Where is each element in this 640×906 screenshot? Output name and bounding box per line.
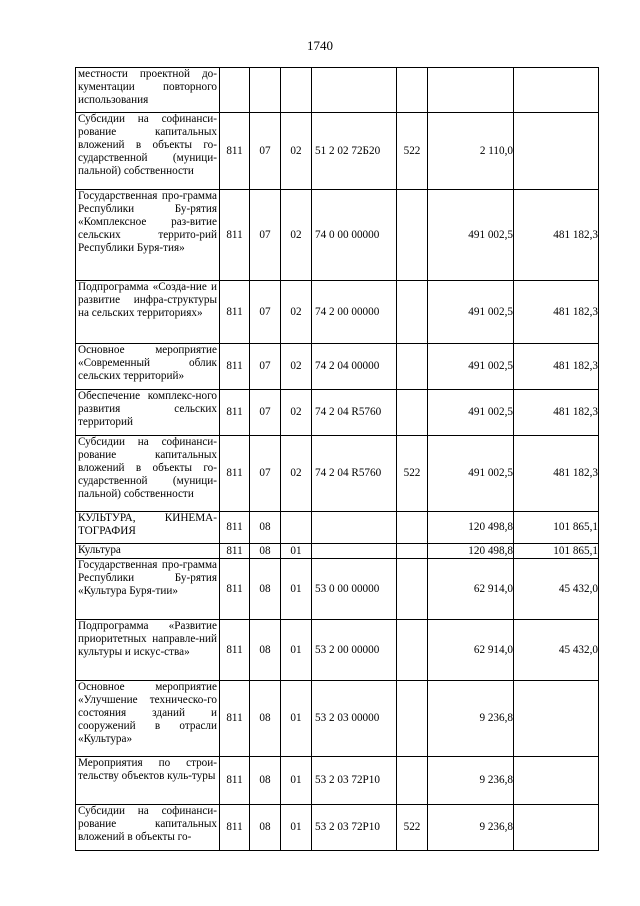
table-row	[76, 436, 599, 512]
cell-subsection: 02	[281, 436, 312, 512]
cell-section: 08	[250, 757, 281, 805]
cell-amount-2	[514, 68, 599, 113]
cell-target: 74 2 04 R5760	[312, 436, 397, 512]
table-row	[76, 281, 599, 344]
cell-amount-1: 120 498,8	[428, 512, 514, 544]
cell-amount-2: 481 182,3	[514, 344, 599, 390]
cell-amount-1: 491 002,5	[428, 344, 514, 390]
cell-section: 07	[250, 390, 281, 436]
cell-expense-type	[397, 757, 428, 805]
cell-expense-type	[397, 390, 428, 436]
row-name: Субсидии на софинанси-рование капитальных вложений в объекты го-сударственной (муници-пальной) собственности	[76, 113, 220, 190]
cell-amount-2: 101 865,1	[514, 544, 599, 559]
cell-section: 08	[250, 559, 281, 620]
cell-subsection: 01	[281, 544, 312, 559]
cell-target	[312, 512, 397, 544]
cell-amount-1: 62 914,0	[428, 559, 514, 620]
cell-ministry: 811	[220, 757, 250, 805]
table-row	[76, 344, 599, 390]
cell-target	[312, 544, 397, 559]
cell-amount-1: 491 002,5	[428, 436, 514, 512]
table-row	[76, 190, 599, 281]
cell-ministry: 811	[220, 512, 250, 544]
cell-amount-1: 491 002,5	[428, 190, 514, 281]
cell-expense-type	[397, 281, 428, 344]
cell-subsection: 01	[281, 805, 312, 851]
cell-expense-type: 522	[397, 436, 428, 512]
cell-amount-1	[428, 68, 514, 113]
cell-amount-2	[514, 113, 599, 190]
table-row	[76, 620, 599, 681]
cell-target: 53 2 03 72P10	[312, 805, 397, 851]
cell-section: 07	[250, 113, 281, 190]
page-number: 1740	[307, 38, 333, 53]
cell-subsection: 01	[281, 681, 312, 757]
cell-ministry: 811	[220, 436, 250, 512]
cell-subsection: 02	[281, 390, 312, 436]
cell-section: 08	[250, 620, 281, 681]
cell-expense-type	[397, 344, 428, 390]
cell-ministry: 811	[220, 390, 250, 436]
cell-amount-1: 9 236,8	[428, 805, 514, 851]
cell-amount-2	[514, 681, 599, 757]
cell-subsection: 02	[281, 113, 312, 190]
cell-amount-2: 45 432,0	[514, 620, 599, 681]
cell-amount-1: 2 110,0	[428, 113, 514, 190]
cell-subsection: 02	[281, 281, 312, 344]
cell-section: 07	[250, 281, 281, 344]
table-row	[76, 681, 599, 757]
row-name: Государственная про-грамма Республики Бу-рятия «Культура Буря-тии»	[76, 559, 220, 620]
cell-ministry: 811	[220, 620, 250, 681]
cell-subsection: 01	[281, 757, 312, 805]
table-row	[76, 68, 599, 113]
table-row	[76, 757, 599, 805]
row-name: местности проектной до-кументации повторного использования	[76, 68, 220, 113]
table-row	[76, 805, 599, 851]
cell-target: 51 2 02 72Б20	[312, 113, 397, 190]
cell-expense-type: 522	[397, 805, 428, 851]
cell-amount-2: 45 432,0	[514, 559, 599, 620]
cell-amount-1: 9 236,8	[428, 757, 514, 805]
budget-table	[75, 67, 599, 851]
cell-section: 07	[250, 190, 281, 281]
cell-amount-2: 481 182,3	[514, 190, 599, 281]
cell-target: 74 2 04 00000	[312, 344, 397, 390]
cell-expense-type	[397, 620, 428, 681]
cell-ministry: 811	[220, 344, 250, 390]
cell-amount-2: 481 182,3	[514, 390, 599, 436]
row-name: Мероприятия по строи-тельству объектов куль-туры	[76, 757, 220, 805]
cell-amount-1: 491 002,5	[428, 390, 514, 436]
cell-amount-2: 101 865,1	[514, 512, 599, 544]
cell-amount-1: 120 498,8	[428, 544, 514, 559]
cell-amount-1: 491 002,5	[428, 281, 514, 344]
cell-subsection: 01	[281, 559, 312, 620]
cell-subsection	[281, 68, 312, 113]
row-name: Основное мероприятие «Улучшение техническо-го состояния зданий и сооружений в отрасли «Культура»	[76, 681, 220, 757]
cell-ministry: 811	[220, 559, 250, 620]
cell-amount-2: 481 182,3	[514, 436, 599, 512]
row-name: Культура	[76, 544, 220, 559]
table-row	[76, 544, 599, 559]
row-name: Обеспечение комплекс-ного развития сельских территорий	[76, 390, 220, 436]
cell-amount-2	[514, 757, 599, 805]
cell-ministry: 811	[220, 190, 250, 281]
cell-section: 08	[250, 544, 281, 559]
cell-section: 07	[250, 344, 281, 390]
table-row	[76, 512, 599, 544]
cell-target: 53 0 00 00000	[312, 559, 397, 620]
row-name: Субсидии на софинанси-рование капитальных вложений в объекты го-сударственной (муници-пальной) собственности	[76, 436, 220, 512]
cell-ministry: 811	[220, 113, 250, 190]
cell-subsection	[281, 512, 312, 544]
row-name: Подпрограмма «Созда-ние и развитие инфра-структуры на сельских территориях»	[76, 281, 220, 344]
cell-ministry	[220, 68, 250, 113]
cell-expense-type: 522	[397, 113, 428, 190]
cell-ministry: 811	[220, 681, 250, 757]
cell-expense-type	[397, 559, 428, 620]
table-row	[76, 390, 599, 436]
cell-ministry: 811	[220, 281, 250, 344]
cell-section: 08	[250, 681, 281, 757]
cell-expense-type	[397, 512, 428, 544]
row-name: КУЛЬТУРА, КИНЕМА-ТОГРАФИЯ	[76, 512, 220, 544]
cell-amount-2: 481 182,3	[514, 281, 599, 344]
cell-section	[250, 68, 281, 113]
cell-target: 53 2 03 00000	[312, 681, 397, 757]
row-name: Государственная про-грамма Республики Бу-рятия «Комплексное раз-витие сельских террито-рий Республики Буря-тия»	[76, 190, 220, 281]
cell-target: 53 2 03 72P10	[312, 757, 397, 805]
cell-subsection: 01	[281, 620, 312, 681]
cell-ministry: 811	[220, 805, 250, 851]
row-name: Субсидии на софинанси-рование капитальных вложений в объекты го-	[76, 805, 220, 851]
cell-expense-type	[397, 190, 428, 281]
cell-target: 74 2 00 00000	[312, 281, 397, 344]
row-name: Основное мероприятие «Современный облик сельских территорий»	[76, 344, 220, 390]
cell-target	[312, 68, 397, 113]
cell-expense-type	[397, 681, 428, 757]
cell-ministry: 811	[220, 544, 250, 559]
cell-target: 74 2 04 R5760	[312, 390, 397, 436]
table-row	[76, 559, 599, 620]
cell-target: 53 2 00 00000	[312, 620, 397, 681]
cell-amount-2	[514, 805, 599, 851]
cell-subsection: 02	[281, 344, 312, 390]
row-name: Подпрограмма «Развитие приоритетных направле-ний культуры и искус-ства»	[76, 620, 220, 681]
cell-subsection: 02	[281, 190, 312, 281]
cell-expense-type	[397, 68, 428, 113]
cell-section: 07	[250, 436, 281, 512]
cell-target: 74 0 00 00000	[312, 190, 397, 281]
table-row	[76, 113, 599, 190]
cell-amount-1: 9 236,8	[428, 681, 514, 757]
cell-expense-type	[397, 544, 428, 559]
cell-section: 08	[250, 512, 281, 544]
cell-amount-1: 62 914,0	[428, 620, 514, 681]
cell-section: 08	[250, 805, 281, 851]
